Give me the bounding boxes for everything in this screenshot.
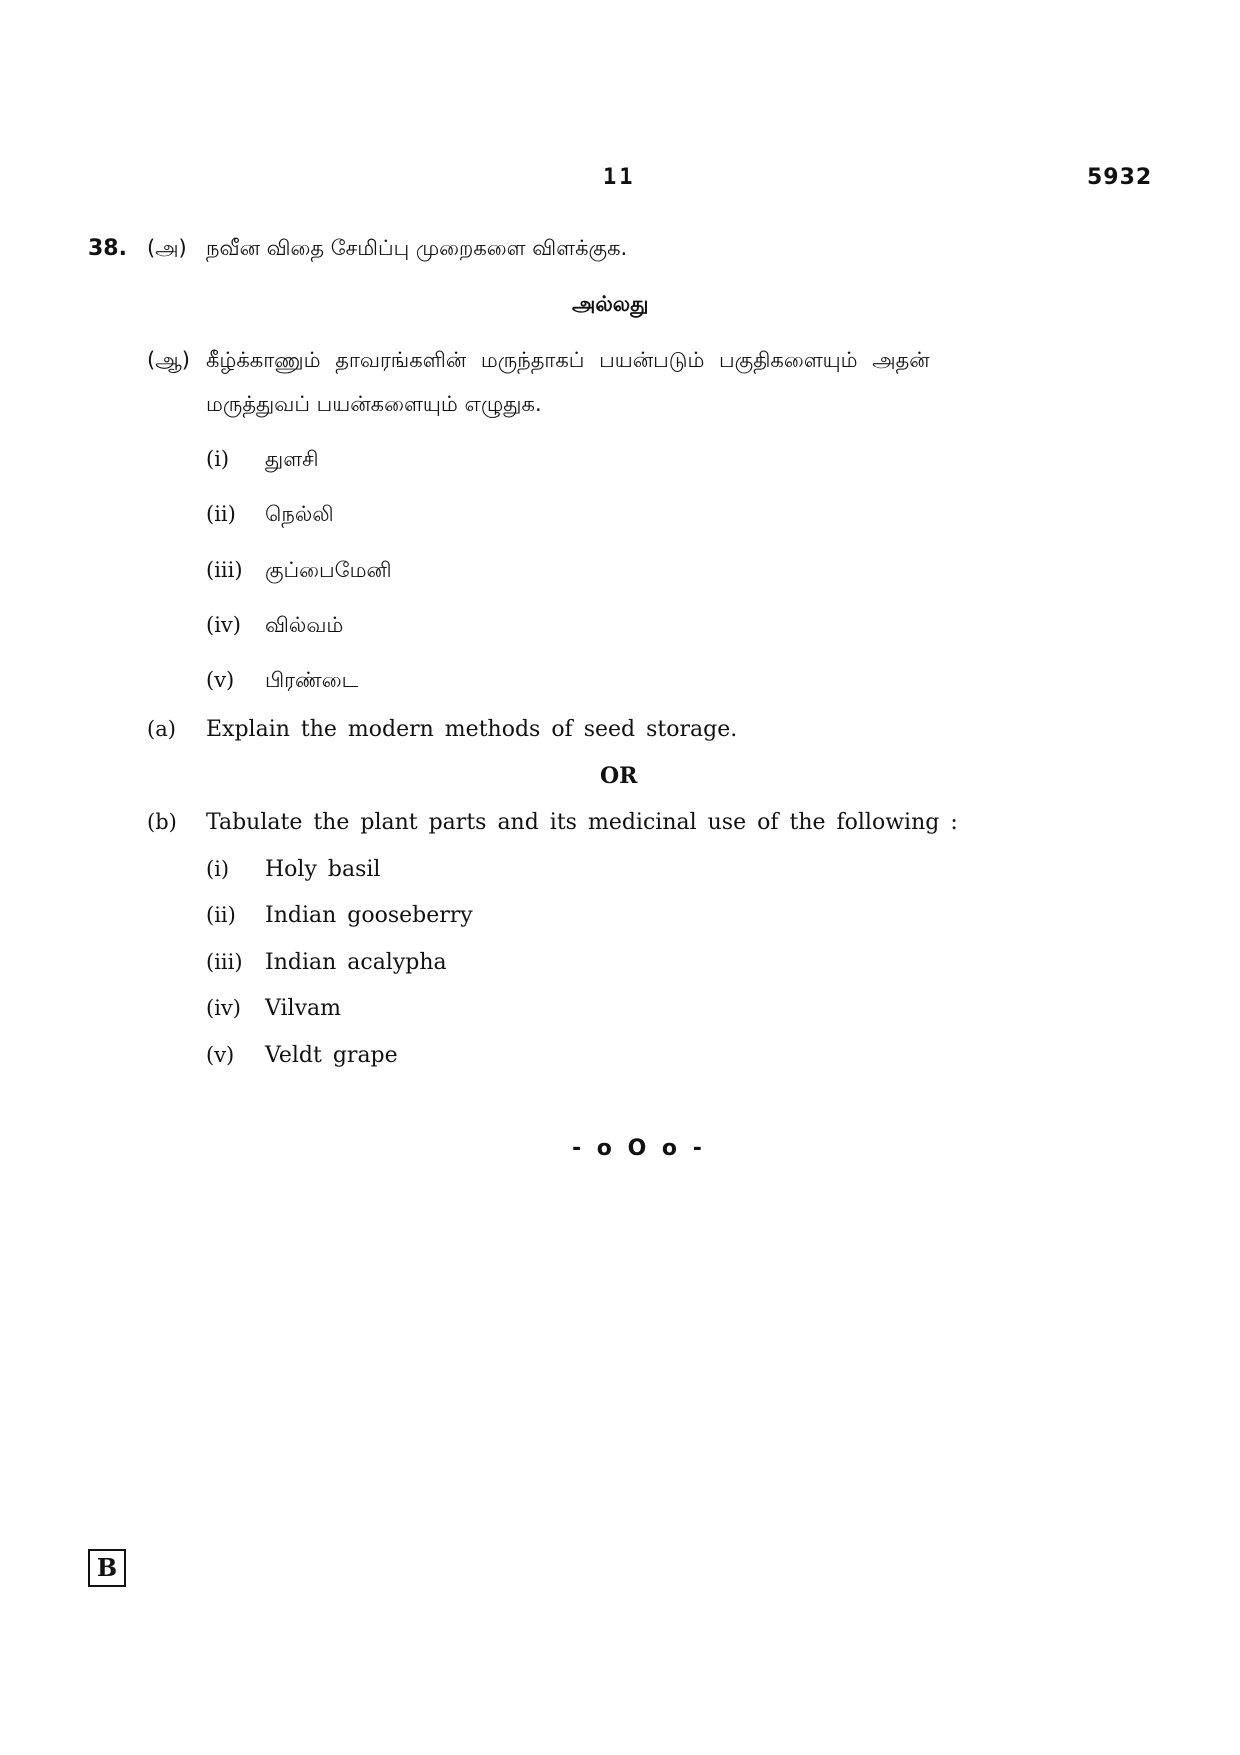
tamil-b-line1: கீழ்க்காணும் தாவரங்களின் மருந்தாகப் பயன்படும் பகுதிகளையும் அதன் (206, 348, 930, 372)
english-item-text: Indian gooseberry (265, 903, 473, 928)
booklet-series-box: B (88, 1549, 126, 1587)
english-a-text: Explain the modern methods of seed storage. (206, 717, 738, 742)
tamil-item-text: நெல்லி (265, 502, 334, 526)
english-item-text: Holy basil (265, 857, 381, 882)
tamil-item-text: துளசி (265, 447, 319, 471)
tamil-item-text: குப்பைமேனி (265, 558, 392, 582)
english-item-num: (v) (206, 1043, 235, 1067)
tamil-a-text: நவீன விதை சேமிப்பு முறைகளை விளக்குக. (206, 236, 628, 260)
english-item-num: (iii) (206, 950, 243, 974)
english-item-text: Indian acalypha (265, 950, 447, 975)
english-a-label: (a) (147, 717, 176, 741)
end-mark: - o O o - (572, 1136, 706, 1161)
english-item-text: Vilvam (265, 996, 341, 1021)
tamil-item-num: (v) (206, 668, 235, 692)
question-number: 38. (88, 236, 127, 261)
english-item-text: Veldt grape (265, 1043, 398, 1068)
tamil-b-line2: மருத்துவப் பயன்களையும் எழுதுக. (206, 392, 542, 416)
english-or: OR (600, 763, 638, 789)
tamil-item-num: (i) (206, 447, 230, 471)
english-b-text: Tabulate the plant parts and its medicinal use of the following : (206, 810, 958, 835)
tamil-item-text: வில்வம் (265, 613, 344, 637)
tamil-a-label: (அ) (147, 236, 187, 260)
tamil-or: அல்லது (572, 292, 649, 316)
tamil-item-num: (iii) (206, 558, 243, 582)
tamil-item-text: பிரண்டை (265, 668, 359, 692)
tamil-item-num: (iv) (206, 613, 241, 637)
english-item-num: (i) (206, 857, 230, 881)
page-number: 11 (603, 165, 636, 190)
english-item-num: (iv) (206, 996, 241, 1020)
english-item-num: (ii) (206, 903, 236, 927)
tamil-item-num: (ii) (206, 502, 236, 526)
english-b-label: (b) (147, 810, 177, 834)
tamil-b-label: (ஆ) (147, 348, 190, 372)
paper-code: 5932 (1087, 165, 1153, 190)
